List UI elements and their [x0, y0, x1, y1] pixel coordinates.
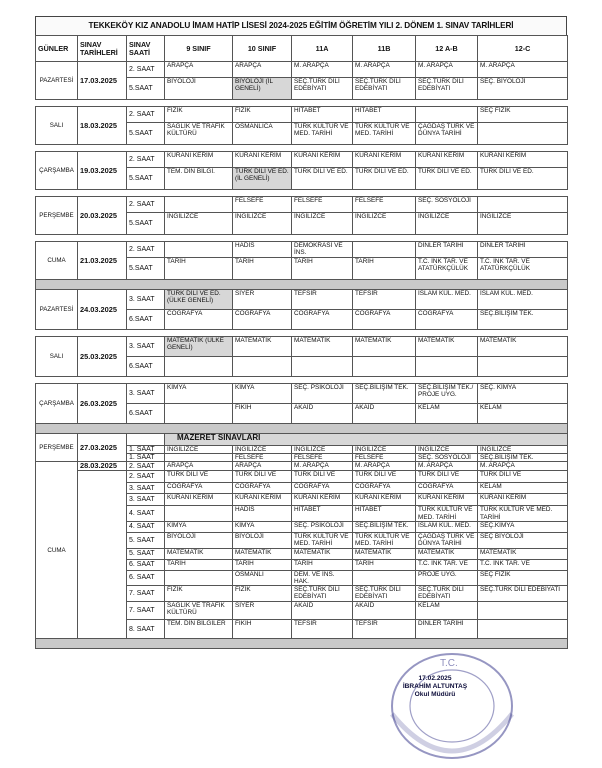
- saat-cell: 2. SAAT: [127, 242, 165, 258]
- exam-cell: TÜRK KÜLTÜR VE MED. TARİHİ: [478, 506, 568, 521]
- exam-cell: ÇAĞDAŞ TÜRK VE DÜNYA TARİHİ: [416, 123, 478, 145]
- saat-cell: 2. SAAT: [127, 471, 165, 483]
- saat-cell: 2. SAAT: [127, 462, 165, 471]
- exam-cell: SEÇ.TÜRK DİLİ EDEBİYATI: [353, 78, 416, 100]
- exam-cell: MATEMATİK: [353, 337, 416, 357]
- exam-cell: MATEMATİK: [478, 337, 568, 357]
- header-col-6: 12-C: [478, 36, 568, 62]
- exam-cell: DEM. VE İNS. HAK.: [292, 570, 353, 585]
- exam-cell: HİTABET: [353, 506, 416, 521]
- exam-cell: SEÇ. KİMYA: [478, 384, 568, 404]
- exam-cell: İSLAM KÜL. MED.: [416, 521, 478, 532]
- exam-cell: MATEMATİK: [416, 337, 478, 357]
- exam-cell: TEFSİR: [292, 290, 353, 310]
- saat-cell: 1. SAAT: [127, 454, 165, 462]
- gap-cell: [36, 330, 568, 337]
- table-row: [36, 107, 568, 123]
- exam-cell: [353, 242, 416, 258]
- table-row: [36, 197, 568, 213]
- saat-cell: 2. SAAT: [127, 62, 165, 78]
- exam-cell: SEÇ.BİLİŞİM TEK.: [478, 310, 568, 330]
- exam-cell: TÜRK DİLİ VE ED.: [292, 168, 353, 190]
- exam-cell: MATEMATİK: [292, 548, 353, 559]
- saat-cell: 6. SAAT: [127, 570, 165, 585]
- day-cell: PERŞEMBE: [36, 197, 78, 235]
- exam-cell: KURANI KERİM: [292, 494, 353, 506]
- exam-cell: [478, 620, 568, 639]
- date-cell: 28.03.2025: [78, 462, 127, 471]
- schedule-body: [36, 62, 568, 649]
- exam-cell: TÜRK DİLİ VE: [416, 471, 478, 483]
- gap-row: [36, 145, 568, 152]
- exam-cell: [416, 357, 478, 377]
- exam-cell: FELSEFE: [233, 197, 292, 213]
- saat-cell: 2. SAAT: [127, 197, 165, 213]
- saat-cell: 6.SAAT: [127, 310, 165, 330]
- exam-cell: TARİH: [353, 559, 416, 570]
- saat-cell: 3. SAAT: [127, 290, 165, 310]
- saat-cell: 1. SAAT: [127, 446, 165, 454]
- exam-cell: TEFSİR: [353, 290, 416, 310]
- exam-cell: TÜRK DİLİ VE ED. (İL GENELİ): [233, 168, 292, 190]
- exam-cell: TÜRK KÜLTÜR VE MED. TARİHİ: [416, 506, 478, 521]
- table-row: [36, 337, 568, 357]
- exam-cell: KELAM: [416, 404, 478, 424]
- exam-cell: İNGİLİZCE: [233, 213, 292, 235]
- exam-cell: ARAPÇA: [233, 462, 292, 471]
- exam-cell: [165, 454, 233, 462]
- exam-cell: İNGİLİZCE: [292, 446, 353, 454]
- exam-cell: İSLAM KÜL. MED.: [478, 290, 568, 310]
- exam-cell: MATEMATİK (ÜLKE GENELİ): [165, 337, 233, 357]
- exam-cell: FELSEFE: [353, 197, 416, 213]
- exam-cell: SEÇ.BİLİŞİM TEK.: [353, 521, 416, 532]
- exam-schedule-page: [35, 16, 567, 698]
- exam-cell: KİMYA: [165, 521, 233, 532]
- header-col-3: 11A: [292, 36, 353, 62]
- exam-cell: HADİS: [233, 506, 292, 521]
- exam-cell: [416, 107, 478, 123]
- exam-cell: MATEMATİK: [478, 548, 568, 559]
- day-cell: SALI: [36, 337, 78, 377]
- date-cell: 24.03.2025: [78, 290, 127, 330]
- table-row: [36, 290, 568, 310]
- exam-cell: COĞRAFYA: [165, 483, 233, 494]
- exam-cell: TÜRK DİLİ VE ED.: [416, 168, 478, 190]
- saat-cell: 8. SAAT: [127, 620, 165, 639]
- exam-cell: SEÇ.KİMYA: [478, 521, 568, 532]
- exam-cell: İNGİLİZCE: [478, 213, 568, 235]
- gap-cell: [36, 235, 568, 242]
- exam-cell: T.C. İNK TAR. VE ATATÜRKÇÜLÜK: [478, 258, 568, 280]
- header-col-2: 10 SINIF: [233, 36, 292, 62]
- exam-cell: HİTABET: [292, 107, 353, 123]
- date-cell: 27.03.2025: [78, 434, 127, 462]
- exam-cell: COĞRAFYA: [353, 483, 416, 494]
- exam-cell: M. ARAPÇA: [292, 62, 353, 78]
- header-saat: SINAV SAATİ: [127, 36, 165, 62]
- exam-cell: SAĞLIK VE TRAFİK KÜLTÜRÜ: [165, 123, 233, 145]
- signature-date: 17.02.2025: [418, 675, 452, 682]
- exam-cell: COĞRAFYA: [292, 483, 353, 494]
- signature-role: Okul Müdürü: [414, 691, 456, 698]
- exam-cell: MATEMATİK: [233, 548, 292, 559]
- separator-cell: [36, 280, 568, 290]
- gap-row: [36, 190, 568, 197]
- exam-cell: İNGİLİZCE: [416, 213, 478, 235]
- exam-cell: M. ARAPÇA: [478, 62, 568, 78]
- saat-cell: 5.SAAT: [127, 168, 165, 190]
- exam-cell: SEÇ. PSİKOLOJİ: [292, 521, 353, 532]
- stamp-center-text: T.C.: [440, 658, 458, 669]
- page-title: TEKKEKÖY KIZ ANADOLU İMAM HATİP LİSESİ 2024-2025 EĞİTİM ÖĞRETİM YILI 2. DÖNEM 1. SINAV TARİHLERİ: [35, 16, 567, 35]
- exam-cell: FİZİK: [233, 107, 292, 123]
- date-cell: 21.03.2025: [78, 242, 127, 280]
- exam-cell: [478, 602, 568, 620]
- exam-cell: OSMANLI: [233, 570, 292, 585]
- exam-cell: DİNLER TARİHİ: [416, 242, 478, 258]
- exam-cell: SİYER: [233, 602, 292, 620]
- exam-cell: [165, 197, 233, 213]
- exam-cell: TÜRK DİLİ VE: [478, 471, 568, 483]
- exam-cell: KURANI KERİM: [353, 494, 416, 506]
- exam-cell: ARAPÇA: [165, 62, 233, 78]
- exam-cell: T.C. İNK TAR. VE: [478, 559, 568, 570]
- exam-cell: MATEMATİK: [416, 548, 478, 559]
- exam-cell: SAĞLIK VE TRAFİK KÜLTÜRÜ: [165, 602, 233, 620]
- exam-cell: [478, 357, 568, 377]
- exam-cell: SEÇ. SOSYOLOJİ: [416, 454, 478, 462]
- exam-cell: TARİH: [353, 258, 416, 280]
- exam-cell: M. ARAPÇA: [416, 462, 478, 471]
- signature-block: [398, 675, 472, 699]
- exam-cell: FİZİK: [165, 107, 233, 123]
- exam-cell: M. ARAPÇA: [353, 462, 416, 471]
- gap-row: [36, 330, 568, 337]
- exam-cell: FELSEFE: [292, 454, 353, 462]
- exam-cell: SEÇ. SOSYOLOJİ: [416, 197, 478, 213]
- exam-cell: İNGİLİZCE: [165, 213, 233, 235]
- table-row: [36, 471, 568, 483]
- exam-cell: MATEMATİK: [353, 548, 416, 559]
- exam-cell: FİZİK: [165, 586, 233, 602]
- date-cell: 19.03.2025: [78, 152, 127, 190]
- exam-cell: TARİH: [165, 258, 233, 280]
- exam-cell: TÜRK KÜLTÜR VE MED. TARİHİ: [353, 123, 416, 145]
- exam-cell: TARİH: [292, 559, 353, 570]
- saat-cell: 6.SAAT: [127, 404, 165, 424]
- day-cell: SALI: [36, 107, 78, 145]
- exam-cell: İNGİLİZCE: [353, 446, 416, 454]
- exam-cell: KURANI KERİM: [416, 494, 478, 506]
- exam-cell: FELSEFE: [233, 454, 292, 462]
- exam-cell: SEÇ.BİLİŞİM TEK.: [478, 454, 568, 462]
- exam-cell: MATEMATİK: [165, 548, 233, 559]
- day-cell: CUMA: [36, 242, 78, 280]
- exam-cell: TÜRK DİLİ VE ED.: [478, 168, 568, 190]
- exam-cell: AKAİD: [292, 404, 353, 424]
- exam-cell: SEÇ BİYOLOJİ: [478, 532, 568, 548]
- exam-cell: [165, 570, 233, 585]
- exam-cell: COĞRAFYA: [233, 483, 292, 494]
- exam-cell: BİYOLOJİ: [165, 532, 233, 548]
- saat-cell: 3. SAAT: [127, 337, 165, 357]
- school-stamp: [370, 650, 520, 762]
- exam-cell: KELAM: [478, 483, 568, 494]
- saat-cell: 2. SAAT: [127, 152, 165, 168]
- saat-cell: 5.SAAT: [127, 123, 165, 145]
- saat-cell: 5. SAAT: [127, 532, 165, 548]
- header-gunler: GÜNLER: [36, 36, 78, 62]
- day-cell: ÇARŞAMBA: [36, 384, 78, 424]
- mazeret-title: MAZERET SINAVLARI: [165, 434, 568, 446]
- exam-cell: TÜRK DİLİ VE: [165, 471, 233, 483]
- blank-cell: [78, 471, 127, 639]
- day-cell: PAZARTESİ: [36, 290, 78, 330]
- exam-cell: TÜRK DİLİ VE ED.: [353, 168, 416, 190]
- exam-schedule-table: [35, 35, 568, 649]
- separator-row: [36, 424, 568, 434]
- table-row: [36, 384, 568, 404]
- day-cell: CUMA: [36, 462, 78, 639]
- exam-cell: KURANI KERİM: [165, 152, 233, 168]
- exam-cell: [478, 123, 568, 145]
- exam-cell: T.C. İNK TAR. VE ATATÜRKÇÜLÜK: [416, 258, 478, 280]
- exam-cell: DEMOKRASİ VE İNS.: [292, 242, 353, 258]
- exam-cell: İNGİLİZCE: [165, 446, 233, 454]
- gap-cell: [36, 190, 568, 197]
- saat-cell: 4. SAAT: [127, 506, 165, 521]
- exam-cell: HİTABET: [292, 506, 353, 521]
- exam-cell: TÜRK KÜLTÜR VE MED. TARİHİ: [353, 532, 416, 548]
- exam-cell: [478, 197, 568, 213]
- exam-cell: TÜRK DİLİ VE: [353, 471, 416, 483]
- gap-row: [36, 235, 568, 242]
- exam-cell: [353, 357, 416, 377]
- exam-cell: T.C. İNK TAR. VE: [416, 559, 478, 570]
- exam-cell: [165, 506, 233, 521]
- exam-cell: [165, 404, 233, 424]
- exam-cell: TÜRK DİLİ VE: [292, 471, 353, 483]
- exam-cell: PROJE UYG.: [416, 570, 478, 585]
- exam-cell: DİNLER TARİHİ: [416, 620, 478, 639]
- exam-cell: TÜRK KÜLTÜR VE MED. TARİHİ: [292, 123, 353, 145]
- saat-cell: 7. SAAT: [127, 586, 165, 602]
- gap-cell: [36, 145, 568, 152]
- saat-cell: 4. SAAT: [127, 521, 165, 532]
- saat-cell: 5.SAAT: [127, 258, 165, 280]
- exam-cell: ARAPÇA: [233, 62, 292, 78]
- exam-cell: BİYOLOJİ: [233, 532, 292, 548]
- exam-cell: SİYER: [233, 290, 292, 310]
- table-row: [36, 152, 568, 168]
- exam-cell: TARİH: [233, 559, 292, 570]
- header-col-4: 11B: [353, 36, 416, 62]
- day-cell: PERŞEMBE: [36, 434, 78, 462]
- day-cell: PAZARTESİ: [36, 62, 78, 100]
- exam-cell: AKAİD: [353, 602, 416, 620]
- table-row: [36, 62, 568, 78]
- exam-cell: FIKIH: [233, 404, 292, 424]
- gap-cell: [36, 377, 568, 384]
- exam-cell: DİNLER TARİHİ: [478, 242, 568, 258]
- exam-cell: TÜRK DİLİ VE: [233, 471, 292, 483]
- exam-cell: KURANI KERİM: [478, 152, 568, 168]
- saat-cell: 7. SAAT: [127, 602, 165, 620]
- exam-cell: KELAM: [478, 404, 568, 424]
- saat-cell: 2. SAAT: [127, 107, 165, 123]
- exam-cell: TEFSİR: [353, 620, 416, 639]
- blank-cell: [127, 434, 165, 446]
- exam-cell: M. ARAPÇA: [292, 462, 353, 471]
- exam-cell: COĞRAFYA: [292, 310, 353, 330]
- saat-cell: 5. SAAT: [127, 548, 165, 559]
- exam-cell: [353, 570, 416, 585]
- exam-cell: TARİH: [165, 559, 233, 570]
- exam-cell: KURANI KERİM: [233, 152, 292, 168]
- exam-cell: KURANI KERİM: [233, 494, 292, 506]
- exam-cell: HİTABET: [353, 107, 416, 123]
- exam-cell: KURANI KERİM: [353, 152, 416, 168]
- exam-cell: SEÇ FİZİK: [478, 107, 568, 123]
- exam-cell: COĞRAFYA: [353, 310, 416, 330]
- exam-cell: SEÇ FİZİK: [478, 570, 568, 585]
- exam-cell: SEÇ.TÜRK DİLİ EDEBİYATI: [353, 586, 416, 602]
- exam-cell: TARİH: [292, 258, 353, 280]
- saat-cell: 6.SAAT: [127, 357, 165, 377]
- date-cell: 25.03.2025: [78, 337, 127, 377]
- header-tarih: SINAV TARİHLERİ: [78, 36, 127, 62]
- exam-cell: SEÇ.TÜRK DİLİ EDEBİYATI: [416, 586, 478, 602]
- exam-cell: İNGİLİZCE: [416, 446, 478, 454]
- exam-cell: SEÇ.TÜRK DİLİ EDEBİYATI: [416, 78, 478, 100]
- gap-cell: [36, 100, 568, 107]
- exam-cell: SEÇ. BİYOLOJİ: [478, 78, 568, 100]
- exam-cell: İNGİLİZCE: [292, 213, 353, 235]
- exam-cell: M. ARAPÇA: [478, 462, 568, 471]
- exam-cell: KURANI KERİM: [478, 494, 568, 506]
- exam-cell: TEM. DİN BİLGİLER: [165, 620, 233, 639]
- exam-cell: FİZİK: [233, 586, 292, 602]
- exam-cell: SEÇ. PSİKOLOJİ: [292, 384, 353, 404]
- exam-cell: FIKIH: [233, 620, 292, 639]
- exam-cell: SEÇ.TÜRK DİLİ EDEBİYATI: [292, 78, 353, 100]
- exam-cell: TEFSİR: [292, 620, 353, 639]
- table-row: [36, 462, 568, 471]
- date-cell: 20.03.2025: [78, 197, 127, 235]
- exam-cell: KİMYA: [233, 521, 292, 532]
- header-col-1: 9 SINIF: [165, 36, 233, 62]
- exam-cell: M. ARAPÇA: [416, 62, 478, 78]
- exam-cell: İNGİLİZCE: [233, 446, 292, 454]
- exam-cell: COĞRAFYA: [416, 483, 478, 494]
- exam-cell: AKAİD: [353, 404, 416, 424]
- saat-cell: 6. SAAT: [127, 559, 165, 570]
- exam-cell: KURANI KERİM: [165, 494, 233, 506]
- exam-cell: COĞRAFYA: [233, 310, 292, 330]
- exam-cell: SEÇ.TÜRK DİLİ EDEBİYATI: [478, 586, 568, 602]
- day-cell: ÇARŞAMBA: [36, 152, 78, 190]
- signature-name: İBRAHİM ALTUNTAŞ: [402, 683, 468, 690]
- date-cell: 26.03.2025: [78, 384, 127, 424]
- exam-cell: SEÇ.BİLİŞİM TEK./ PROJE UYG.: [416, 384, 478, 404]
- exam-cell: TÜRK DİLİ VE ED. (ÜLKE GENELİ): [165, 290, 233, 310]
- exam-cell: COĞRAFYA: [416, 310, 478, 330]
- exam-cell: KURANI KERİM: [416, 152, 478, 168]
- exam-cell: ARAPÇA: [165, 462, 233, 471]
- saat-cell: 3. SAAT: [127, 494, 165, 506]
- exam-cell: MATEMATİK: [233, 337, 292, 357]
- exam-cell: MATEMATİK: [292, 337, 353, 357]
- table-row: [36, 242, 568, 258]
- exam-cell: [165, 242, 233, 258]
- exam-cell: SEÇ.TÜRK DİLİ EDEBİYATI: [292, 586, 353, 602]
- date-cell: 18.03.2025: [78, 107, 127, 145]
- saat-cell: 5.SAAT: [127, 78, 165, 100]
- date-cell: 17.03.2025: [78, 62, 127, 100]
- gap-row: [36, 100, 568, 107]
- exam-cell: ÇAĞDAŞ TÜRK VE DÜNYA TARİHİ: [416, 532, 478, 548]
- mazeret-title-row: [36, 434, 568, 446]
- gap-row: [36, 377, 568, 384]
- header-col-5: 12 A-B: [416, 36, 478, 62]
- exam-cell: M. ARAPÇA: [353, 62, 416, 78]
- exam-cell: KURANI KERİM: [292, 152, 353, 168]
- exam-cell: TARİH: [233, 258, 292, 280]
- exam-cell: İSLAM KÜL. MED.: [416, 290, 478, 310]
- header-row: [36, 36, 568, 62]
- exam-cell: KİMYA: [165, 384, 233, 404]
- exam-cell: KİMYA: [233, 384, 292, 404]
- exam-cell: OSMANLICA: [233, 123, 292, 145]
- exam-cell: SEÇ.BİLİŞİM TEK.: [353, 384, 416, 404]
- exam-cell: TEM. DİN BİLGİ.: [165, 168, 233, 190]
- exam-cell: COĞRAFYA: [165, 310, 233, 330]
- separator-cell: [36, 424, 568, 434]
- exam-cell: AKAİD: [292, 602, 353, 620]
- exam-cell: FELSEFE: [353, 454, 416, 462]
- exam-cell: TÜRK KÜLTÜR VE MED. TARİHİ: [292, 532, 353, 548]
- separator-cell: [36, 639, 568, 649]
- exam-cell: [292, 357, 353, 377]
- separator-row: [36, 639, 568, 649]
- saat-cell: 5.SAAT: [127, 213, 165, 235]
- exam-cell: BİYOLOJİ: [165, 78, 233, 100]
- exam-cell: İNGİLİZCE: [353, 213, 416, 235]
- saat-cell: 3. SAAT: [127, 483, 165, 494]
- separator-row: [36, 280, 568, 290]
- exam-cell: HADİS: [233, 242, 292, 258]
- exam-cell: FELSEFE: [292, 197, 353, 213]
- exam-cell: [233, 357, 292, 377]
- exam-cell: KELAM: [416, 602, 478, 620]
- exam-cell: BİYOLOJİ (İL GENELİ): [233, 78, 292, 100]
- exam-cell: İNGİLİZCE: [478, 446, 568, 454]
- exam-cell: [165, 357, 233, 377]
- saat-cell: 3. SAAT: [127, 384, 165, 404]
